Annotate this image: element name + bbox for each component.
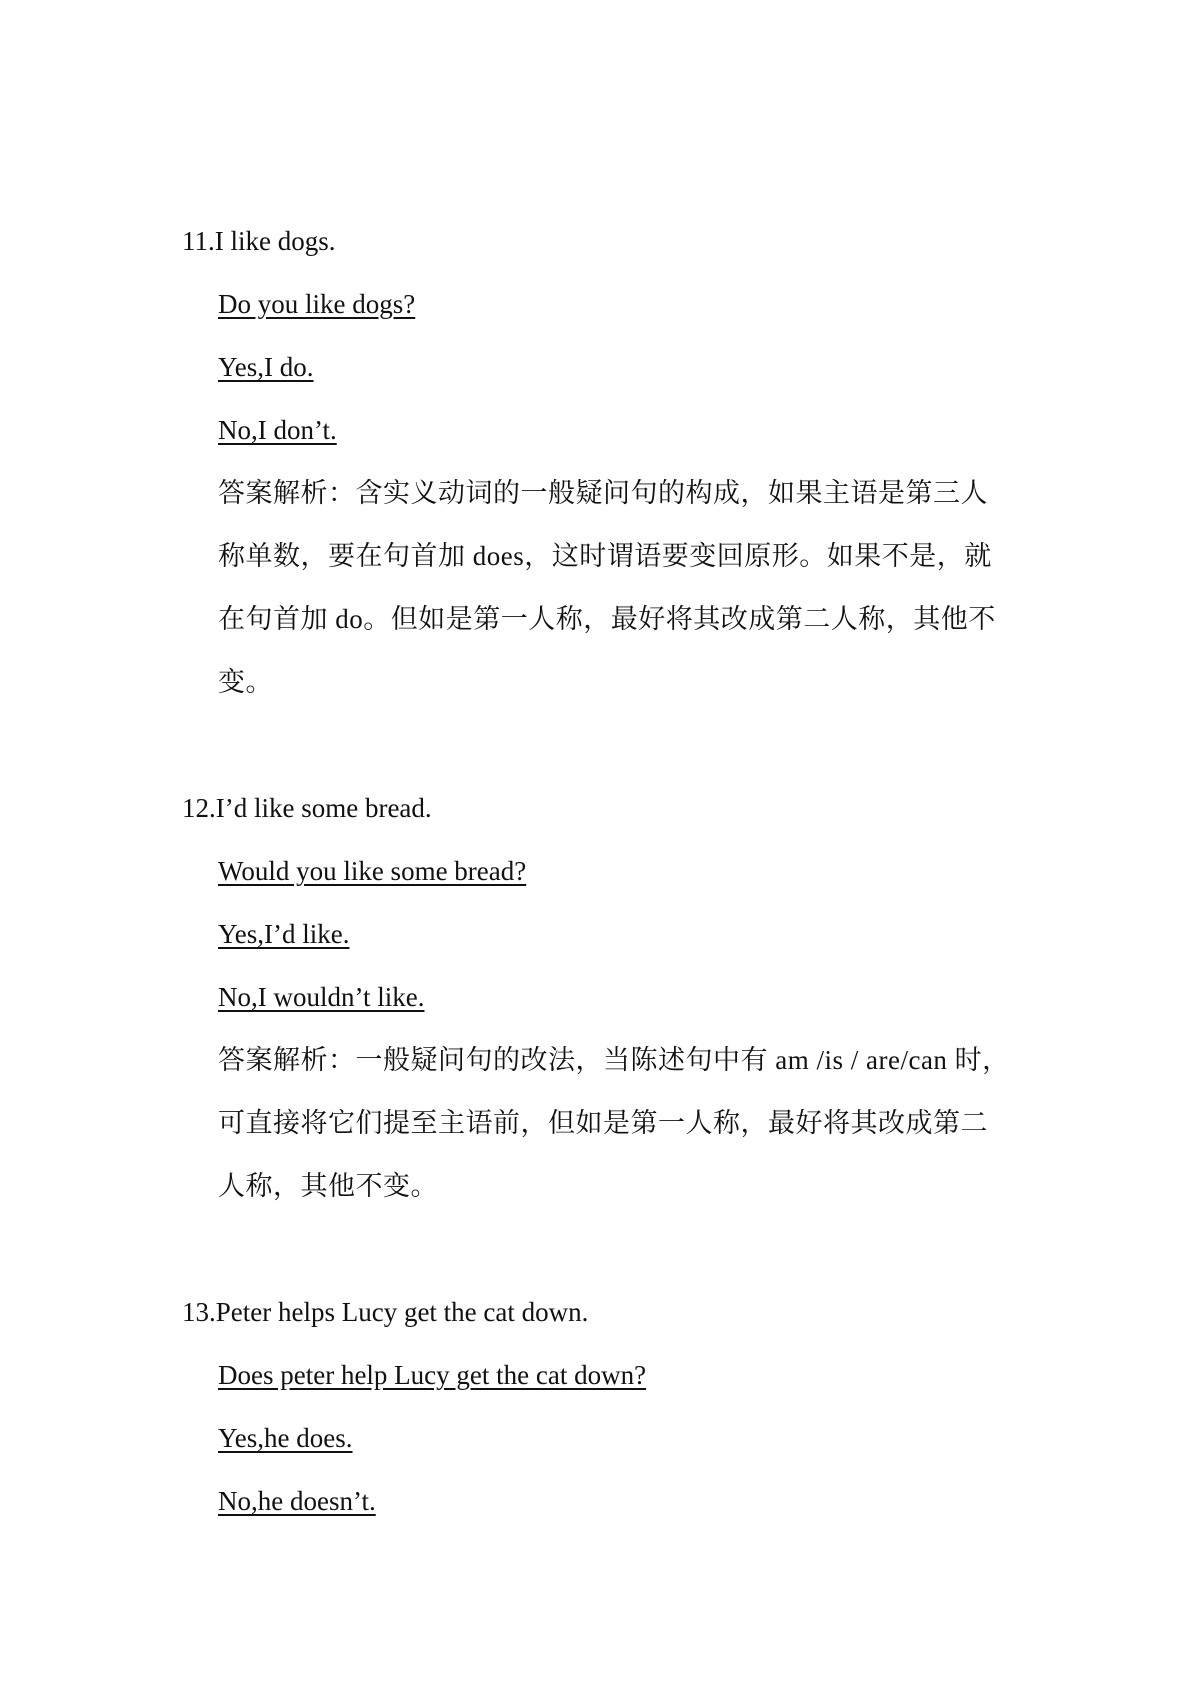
question-12-yes-answer: Yes,I’d like. bbox=[218, 919, 350, 949]
question-12-interrogative: Would you like some bread? bbox=[218, 856, 527, 886]
question-13-title: 13.Peter helps Lucy get the cat down. bbox=[182, 1297, 589, 1327]
question-12-explanation-line: 人称，其他不变。 bbox=[218, 1171, 438, 1201]
question-11-explanation-line: 答案解析：含实义动词的一般疑问句的构成，如果主语是第三人 bbox=[218, 478, 988, 508]
question-12-explanation-line: 可直接将它们提至主语前，但如是第一人称，最好将其改成第二 bbox=[218, 1108, 988, 1138]
question-11-title: 11.I like dogs. bbox=[182, 226, 336, 256]
question-11-yes-answer: Yes,I do. bbox=[218, 352, 314, 382]
question-13-yes-answer: Yes,he does. bbox=[218, 1423, 353, 1453]
question-11-explanation-line: 称单数，要在句首加 does，这时谓语要变回原形。如果不是，就 bbox=[218, 541, 992, 571]
question-11-no-answer: No,I don’t. bbox=[218, 415, 337, 445]
question-12-title: 12.I’d like some bread. bbox=[182, 793, 432, 823]
question-11-explanation-line: 变。 bbox=[218, 667, 273, 697]
question-12-no-answer: No,I wouldn’t like. bbox=[218, 982, 425, 1012]
question-12-explanation-line: 答案解析：一般疑问句的改法，当陈述句中有 am /is / are/can 时， bbox=[218, 1045, 1010, 1075]
question-11-explanation-line: 在句首加 do。但如是第一人称，最好将其改成第二人称，其他不 bbox=[218, 604, 996, 634]
question-11-interrogative: Do you like dogs? bbox=[218, 289, 416, 319]
question-13-no-answer: No,he doesn’t. bbox=[218, 1486, 376, 1516]
question-13-interrogative: Does peter help Lucy get the cat down? bbox=[218, 1360, 647, 1390]
